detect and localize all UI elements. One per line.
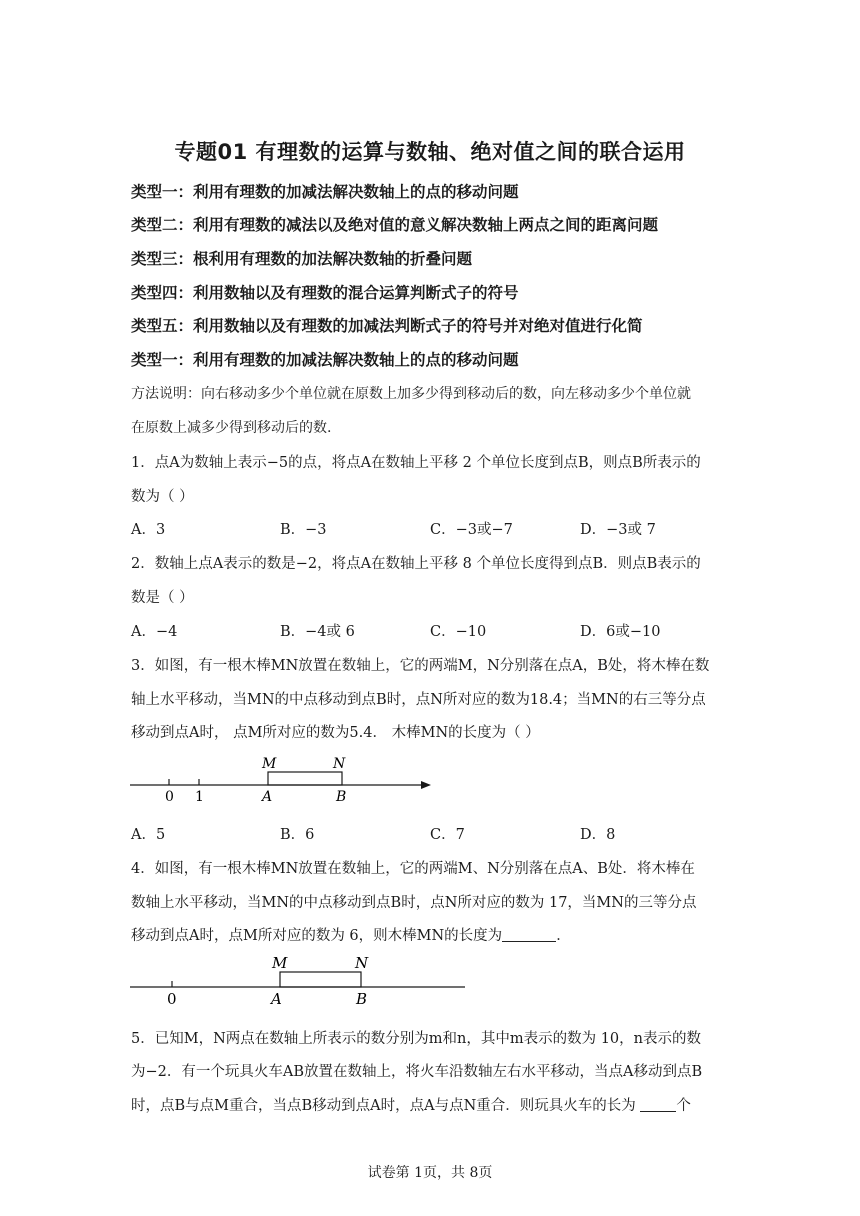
answer-blank[interactable] — [640, 1097, 676, 1112]
question-4-text: 数轴上水平移动，当MN的中点移动到点B时，点N所对应的数为 17，当MN的三等分点 — [131, 895, 697, 911]
type-list-item: 类型一：利用有理数的加减法解决数轴上的点的移动问题 — [131, 183, 519, 201]
q2-option-c: C．−10 — [430, 624, 487, 640]
question-5-text: 为−2．有一个玩具火车AB放置在数轴上，将火车沿数轴左右水平移动，当点A移动到点B — [131, 1064, 703, 1080]
q3-option-d: D．8 — [580, 827, 616, 843]
q3-option-c: C．7 — [430, 827, 465, 843]
type-list-item: 类型二：利用有理数的减法以及绝对值的意义解决数轴上两点之间的距离问题 — [131, 216, 659, 234]
question-3-text: 轴上水平移动，当MN的中点移动到点B时，点N所对应的数为18.4；当MN的右三等分点 — [131, 692, 706, 708]
q5-line3-text: 时，点B与点M重合，当点B移动到点A时，点A与点N重合．则玩具火车的长为 — [131, 1098, 641, 1114]
method-note: 在原数上减多少得到移动后的数. — [131, 420, 332, 436]
label-a: A — [262, 789, 273, 804]
q4-line3-text: 移动到点A时，点M所对应的数为 6，则木棒MN的长度为 — [131, 928, 503, 944]
question-5-text: 5．已知M，N两点在数轴上所表示的数分别为m和n，其中m表示的数为 10，n表示的数 — [131, 1031, 701, 1047]
q2-option-d: D．6或−10 — [580, 624, 661, 640]
label-zero: 0 — [167, 990, 177, 1008]
label-a: A — [271, 990, 282, 1008]
question-2-text: 数是（ ） — [131, 590, 194, 606]
type-list-item: 类型三：根利用有理数的加法解决数轴的折叠问题 — [131, 250, 473, 268]
page-title: 专题01 有理数的运算与数轴、绝对值之间的联合运用 — [174, 140, 686, 164]
q4-line3-end: ． — [556, 928, 571, 944]
label-b: B — [336, 789, 347, 804]
type-list-item: 类型四：利用数轴以及有理数的混合运算判断式子的符号 — [131, 284, 519, 302]
q1-option-d: D．−3或 7 — [580, 522, 656, 538]
q4-number-line-figure — [125, 953, 475, 1009]
question-4-text: 4．如图，有一根木棒MN放置在数轴上，它的两端M、N分别落在点A、B处．将木棒在 — [131, 861, 695, 877]
question-4-text — [131, 924, 571, 945]
label-one: 1 — [195, 789, 204, 804]
stick-mn — [268, 772, 342, 785]
arrow-icon — [421, 781, 431, 789]
question-2-text: 2．数轴上点A表示的数是−2，将点A在数轴上平移 8 个单位长度得到点B．则点B表示的 — [131, 556, 701, 572]
label-b: B — [356, 990, 368, 1008]
type-list-item: 类型五：利用数轴以及有理数的加减法判断式子的符号并对绝对值进行化简 — [131, 317, 643, 335]
q3-number-line-figure — [125, 752, 445, 804]
label-n: N — [333, 756, 346, 772]
answer-blank[interactable] — [502, 927, 556, 942]
label-zero: 0 — [165, 789, 174, 804]
q3-option-b: B．6 — [280, 827, 315, 843]
question-5-text — [131, 1094, 691, 1115]
label-m: M — [272, 954, 288, 972]
section-heading: 类型一：利用有理数的加减法解决数轴上的点的移动问题 — [131, 351, 519, 369]
stick-mn — [280, 972, 361, 987]
q1-option-b: B．−3 — [280, 522, 327, 538]
q1-option-a: A．3 — [131, 522, 166, 538]
q2-option-b: B．−4或 6 — [280, 624, 355, 640]
label-m: M — [262, 756, 277, 772]
q1-option-c: C．−3或−7 — [430, 522, 513, 538]
question-1-text: 1．点A为数轴上表示−5的点，将点A在数轴上平移 2 个单位长度到点B，则点B所表示的 — [131, 455, 701, 471]
q2-option-a: A．−4 — [131, 624, 178, 640]
question-3-text: 移动到点A时， 点M所对应的数为5.4． 木棒MN的长度为（ ） — [131, 725, 540, 741]
label-n: N — [355, 954, 369, 972]
question-3-text: 3．如图，有一根木棒MN放置在数轴上，它的两端M，N分别落在点A，B处，将木棒在数 — [131, 658, 710, 674]
page-footer: 试卷第 1页，共 8页 — [367, 1165, 493, 1181]
method-note: 方法说明：向右移动多少个单位就在原数上加多少得到移动后的数，向左移动多少个单位就 — [131, 386, 691, 402]
question-1-text: 数为（ ） — [131, 489, 194, 505]
q3-option-a: A．5 — [131, 827, 166, 843]
q5-line3-end: 个 — [676, 1098, 691, 1114]
